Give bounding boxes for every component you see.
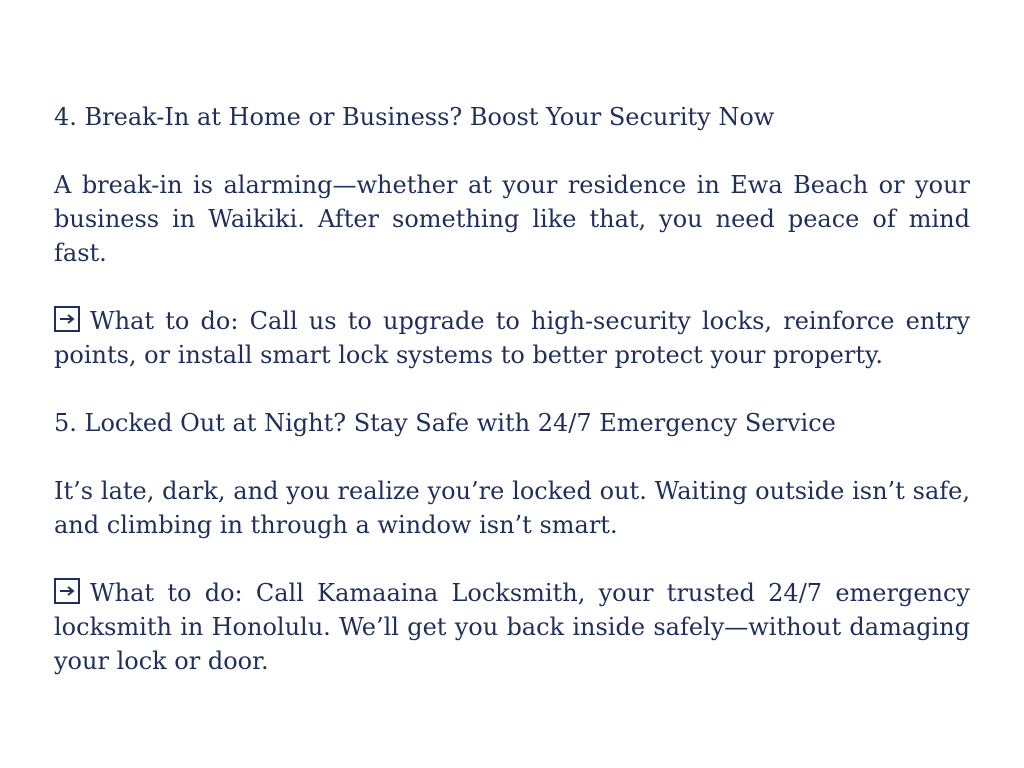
- section-body: A break-in is alarming—whether at your residence in Ewa Beach or your business in Waikiki. After something like that, you need peace of mind fast.: [54, 171, 970, 267]
- action-paragraph: [54, 304, 970, 372]
- section-heading: 5. Locked Out at Night? Stay Safe with 24/7 Emergency Service: [54, 409, 836, 437]
- arrow-right-box-icon: [54, 306, 80, 332]
- document-body: [54, 100, 970, 678]
- action-text: What to do: Call Kamaaina Locksmith, your trusted 24/7 emergency locksmith in Honolulu. We’ll get you back inside safely—without damaging your lock or door.: [54, 579, 970, 675]
- section-body: It’s late, dark, and you realize you’re locked out. Waiting outside isn’t safe, and climbing in through a window isn’t smart.: [54, 477, 970, 539]
- action-text: What to do: Call us to upgrade to high-security locks, reinforce entry points, or install smart lock systems to better protect your property.: [54, 307, 970, 369]
- action-paragraph: [54, 576, 970, 678]
- section-heading: 4. Break-In at Home or Business? Boost Your Security Now: [54, 103, 775, 131]
- arrow-right-box-icon: [54, 578, 80, 604]
